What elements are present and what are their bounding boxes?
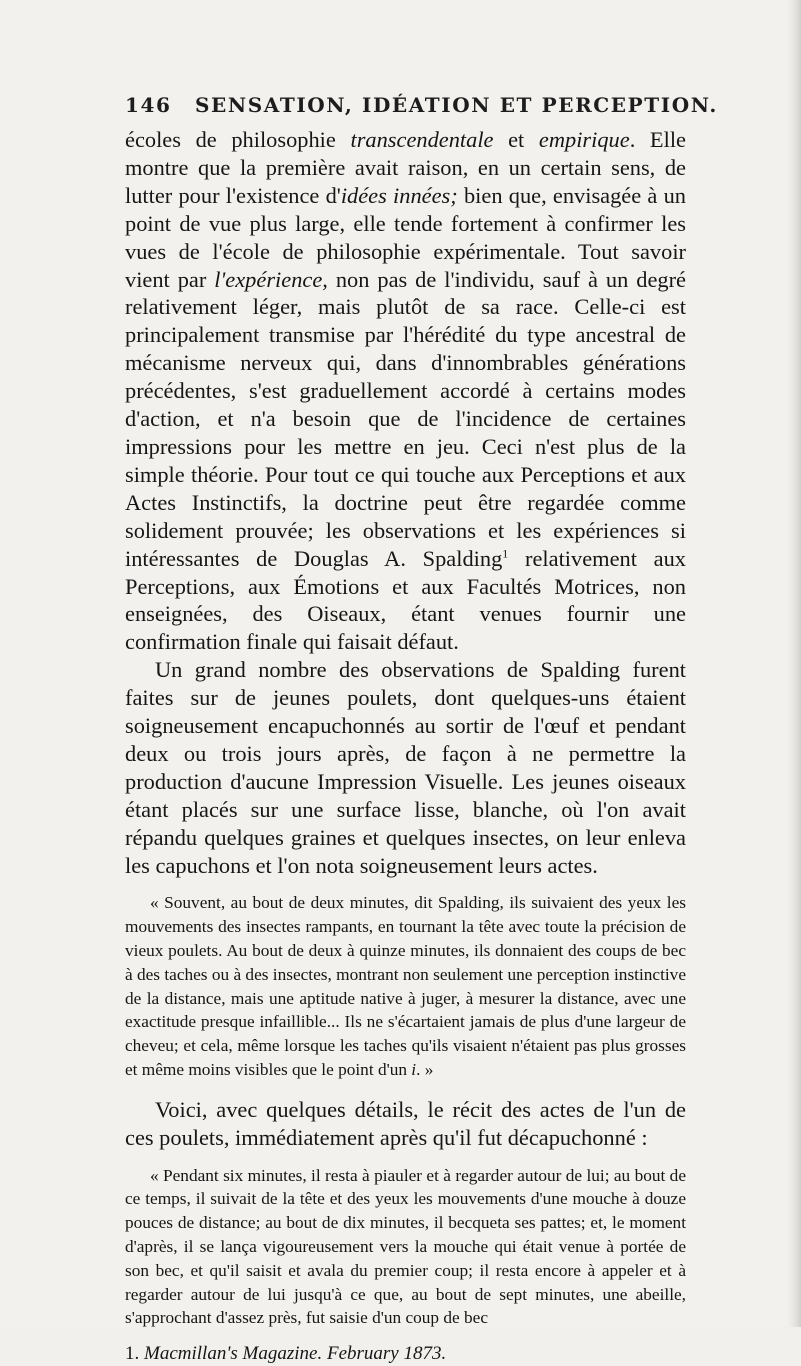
italic-letter: i [411,1060,417,1080]
italic-term: transcendentale [350,127,494,152]
text-run: . » [416,1060,434,1080]
italic-term: idées innées; [340,182,458,208]
footnote [125,1342,686,1366]
page-edge-shadow [787,0,801,1327]
page-body [125,126,686,1366]
page-number: 146 [125,93,172,117]
footnote-reference: 1 [502,546,509,561]
text-run: relativement aux Perceptions, aux Émotions et aux Facultés Motrices, non enseignées, des Oiseaux, étant venues fournir une confirmation finale qui faisait défaut. [125,545,686,655]
paragraph-1 [125,126,686,656]
italic-term: l'expérience, [214,266,328,292]
paragraph-3: Voici, avec quelques détails, le récit des actes de l'un de ces poulets, immédiatement après qu'il fut décapuchonné : [125,1096,686,1150]
text-run: bien que, envisagée à un point de vue plus large, elle tende fortement à confirmer les vues de l'école de philosophie expérimentale. Tout savoir vient par [125,182,686,292]
running-header [125,93,718,117]
quotation-2: « Pendant six minutes, il resta à piauler et à regarder autour de lui; au bout de ce temps, il suivait de la tête et des yeux les mouvements d'une mouche à douze pouces de distance; au bout de dix minutes, il becqueta ses pattes; et, le moment d'après, il se lança vigoureusement vers la mouche qui était venue à portée de son bec, et qu'il saisit et avala du premier coup; il resta encore à appeler et à regarder autour de lui jusqu'à ce que, au bout de sept minutes, une abeille, s'approchant d'assez près, fut saisie d'un coup de bec [125,1165,686,1328]
text-run: non pas de l'individu, sauf à un degré relativement léger, mais plutôt de sa race. Celle-ci est principalement transmise par l'hérédité du type ancestral de mécanisme nerveux qui, dans d'innombrables générations précédentes, s'est graduellement accordé à certains modes d'action, et n'a besoin que de l'incidence de certaines impressions pour les mettre en jeu. Ceci n'est plus de la simple théorie. Pour tout ce qui touche aux Perceptions et aux Actes Instinctifs, la doctrine peut être regardée comme solidement prouvée; les observations et les expériences si intéressantes de Douglas A. Spalding [125,266,686,571]
footnote-source: Macmillan's Magazine. February 1873. [144,1343,447,1365]
text-run: et [493,127,539,152]
running-title: SENSATION, IDÉATION ET PERCEPTION. [195,93,718,117]
quotation-1 [125,891,686,1081]
footnote-number: 1. [125,1343,140,1365]
italic-term: empirique [538,127,630,152]
paragraph-2: Un grand nombre des observations de Spalding furent faites sur de jeunes poulets, dont quelques-uns étaient soigneusement encapuchonnés au sortir de l'œuf et pendant deux ou trois jours après, de façon à ne permettre la production d'aucune Impression Visuelle. Les jeunes oiseaux étant placés sur une surface lisse, blanche, où l'on avait répandu quelques graines et quelques insectes, on leur enleva les capuchons et l'on nota soigneusement leurs actes. [125,657,686,878]
text-run: « Souvent, au bout de deux minutes, dit Spalding, ils suivaient des yeux les mouvements des insectes rampants, en tournant la tête avec toute la précision de vieux poulets. Au bout de deux à quinze minutes, ils donnaient des coups de bec à des taches ou à des insectes, montrant non seulement une perception instinctive de la distance, mais une aptitude native à juger, à mesurer la distance, avec une exactitude presque infaillible... Ils ne s'écartaient jamais de plus d'une largeur de cheveu; et cela, même lorsque les taches qu'ils visaient n'étaient pas plus grosses et même moins visibles que le point d'un [125,893,686,1080]
text-run: . Elle montre que la première avait raison, en un certain sens, de lutter pour l'existence d' [125,127,686,208]
text-run: écoles de philosophie [125,127,351,152]
